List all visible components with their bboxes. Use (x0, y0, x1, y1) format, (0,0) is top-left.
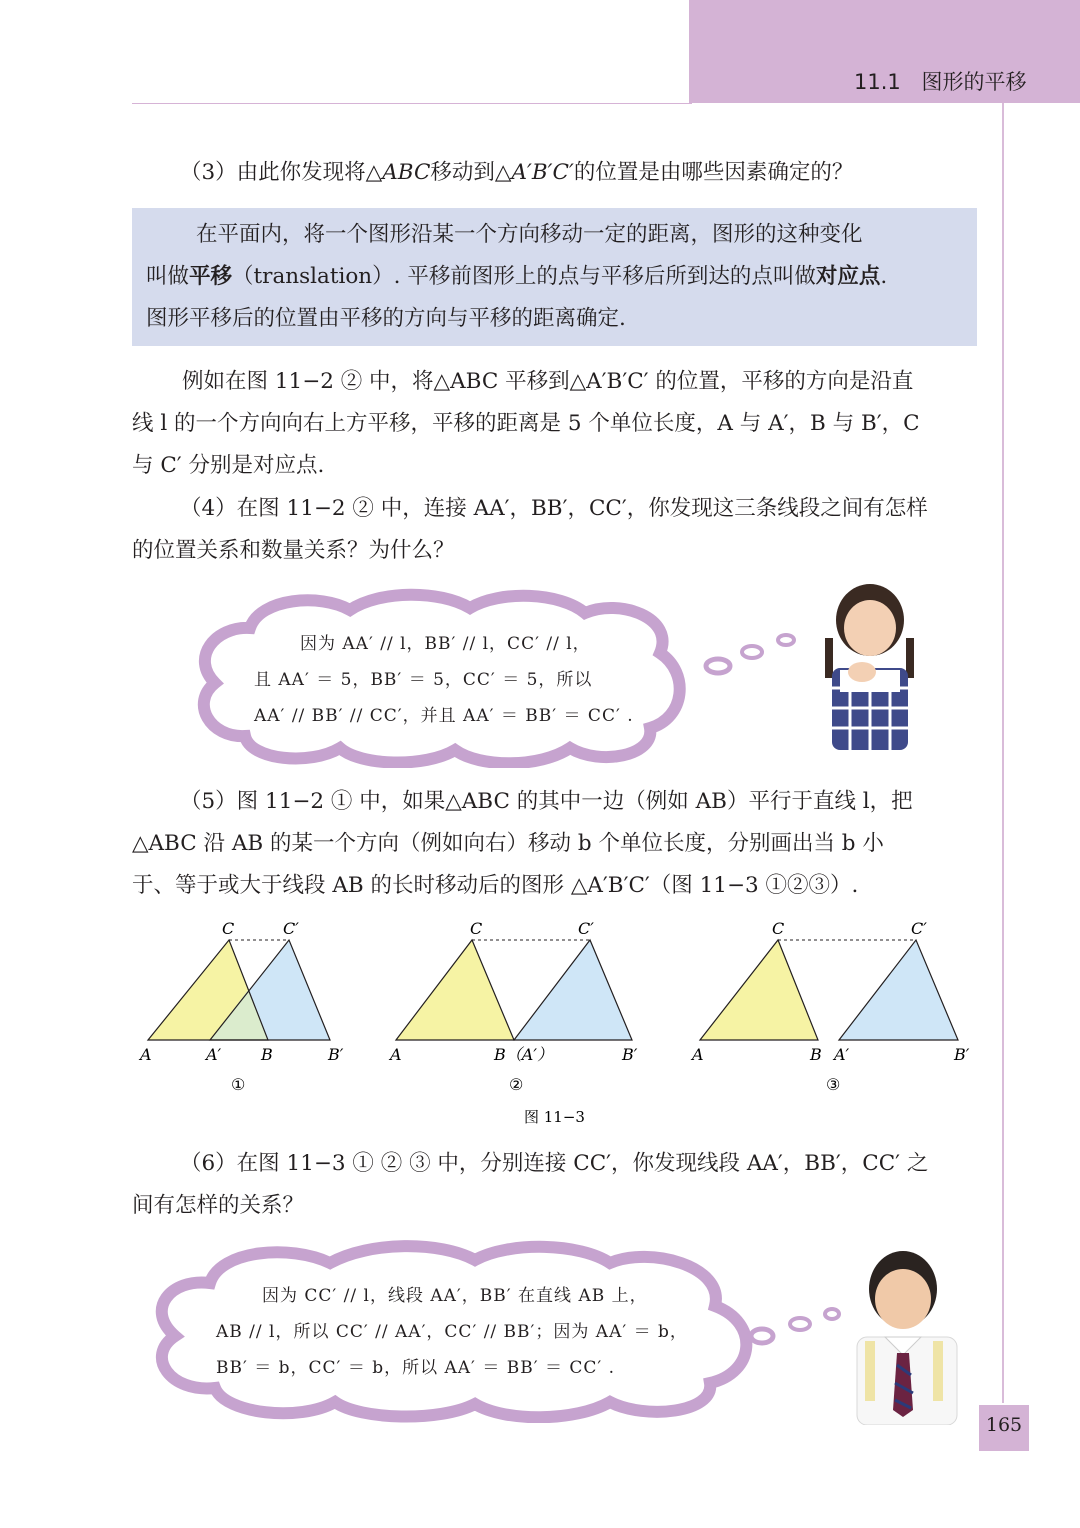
cloud-2-line-2: AB // l，所以 CC′ // AA′，CC′ // BB′；因为 AA′ ＝ b， (216, 1322, 688, 1342)
def-text-a: 叫做 (146, 264, 190, 289)
label-c-1: C (222, 919, 235, 938)
label-c-2: C (470, 919, 483, 938)
figure-panel-2 (388, 919, 638, 1094)
term-translation: 平移 (189, 264, 233, 289)
question-6-line-1: （6）在图 11−3 ① ② ③ 中，分别连接 CC′，你发现线段 AA′，BB′，CC′ 之 (180, 1151, 929, 1176)
term-corresponding-point: 对应点 (815, 264, 881, 289)
q3-text-d: A′B′C′ (511, 160, 574, 185)
label-c1-1: C′ (283, 919, 299, 938)
panel-number-1: ① (231, 1075, 246, 1094)
triangle-a1b1c1-2 (514, 940, 632, 1040)
figure-caption: 图 11−3 (524, 1108, 585, 1126)
q3-text-a: （3）由此你发现将△ (180, 160, 383, 185)
cloud-1-line-1: 因为 AA′ // l，BB′ // l，CC′ // l， (300, 634, 591, 654)
def-text-e: . (880, 264, 888, 289)
example-line-3: 与 C′ 分别是对应点. (132, 453, 325, 478)
label-b-1: B (261, 1045, 273, 1064)
label-b-3: B (810, 1045, 822, 1064)
cloud-1-line-3: AA′ // BB′ // CC′，并且 AA′ ＝ BB′ ＝ CC′ . (254, 706, 634, 726)
margin-rule (1002, 103, 1004, 1403)
triangle-abc-2 (396, 940, 514, 1040)
section-title: 图形的平移 (921, 70, 1027, 94)
cloud-2-line-3: BB′ ＝ b，CC′ ＝ b，所以 AA′ ＝ BB′ ＝ CC′ . (216, 1358, 616, 1378)
label-a-3: A (692, 1045, 704, 1064)
figure-panel-1 (138, 919, 344, 1094)
def-text-c: （translation）. 平移前图形上的点与平移后所到达的点叫做 (232, 264, 816, 289)
figure-panel-3 (690, 919, 970, 1094)
section-heading (854, 66, 1026, 96)
q3-text-c: 移动到△ (430, 160, 512, 185)
triangle-abc-3 (700, 940, 818, 1040)
label-c1-2: C′ (578, 919, 594, 938)
definition-line-3: 图形平移后的位置由平移的方向与平移的距离确定. (146, 306, 626, 331)
panel-number-2: ② (509, 1075, 524, 1094)
label-a-1: A (140, 1045, 152, 1064)
panel-number-3: ③ (826, 1075, 841, 1094)
thought-bubbles-2 (742, 1300, 852, 1350)
definition-line-2 (146, 256, 887, 298)
question-3 (180, 152, 853, 194)
page-number: 165 (985, 1414, 1023, 1436)
question-5-line-3: 于、等于或大于线段 AB 的长时移动后的图形 △A′B′C′（图 11−3 ①②③）. (132, 873, 859, 898)
example-line-2: 线 l 的一个方向向右上方平移，平移的距离是 5 个单位长度，A 与 A′，B 与 B′，C (132, 411, 920, 436)
question-5-line-1: （5）图 11−2 ① 中，如果△ABC 的其中一边（例如 AB）平行于直线 l，把 (180, 789, 913, 814)
label-a1-1: A′ (206, 1045, 222, 1064)
label-b1-2: B′ (622, 1045, 638, 1064)
triangle-a1b1c1-3 (839, 940, 958, 1040)
girl-illustration (810, 578, 920, 750)
cloud-2-line-1: 因为 CC′ // l，线段 AA′，BB′ 在直线 AB 上， (262, 1286, 648, 1306)
label-b-a1-2: B（A′） (494, 1045, 553, 1064)
label-c1-3: C′ (911, 919, 927, 938)
q3-text-b: ABC (382, 160, 431, 185)
cloud-1-line-2: 且 AA′ ＝ 5，BB′ ＝ 5，CC′ ＝ 5，所以 (254, 670, 593, 690)
example-line-1: 例如在图 11−2 ② 中，将△ABC 平移到△A′B′C′ 的位置，平移的方向是沿直 (182, 369, 914, 394)
header-rule (132, 103, 692, 104)
thought-bubbles-1 (700, 628, 810, 678)
label-a1-3: A′ (834, 1045, 850, 1064)
question-6-line-2: 间有怎样的关系？ (132, 1193, 305, 1218)
label-b1-3: B′ (954, 1045, 970, 1064)
question-4-line-2: 的位置关系和数量关系？为什么？ (132, 538, 455, 563)
figure-11-3 (132, 910, 982, 1130)
question-5-line-2: △ABC 沿 AB 的某一个方向（例如向右）移动 b 个单位长度，分别画出当 b 小 (132, 831, 884, 856)
section-number: 11.1 (854, 70, 901, 94)
definition-box (132, 208, 977, 346)
question-4-line-1: （4）在图 11−2 ② 中，连接 AA′，BB′，CC′，你发现这三条线段之间有怎样 (180, 496, 928, 521)
label-c-3: C (772, 919, 785, 938)
label-a-2: A (390, 1045, 402, 1064)
label-b1-1: B′ (328, 1045, 344, 1064)
boy-illustration (845, 1245, 965, 1425)
definition-line-1: 在平面内，将一个图形沿某一个方向移动一定的距离，图形的这种变化 (196, 222, 863, 247)
q3-text-e: 的位置是由哪些因素确定的？ (573, 160, 854, 185)
